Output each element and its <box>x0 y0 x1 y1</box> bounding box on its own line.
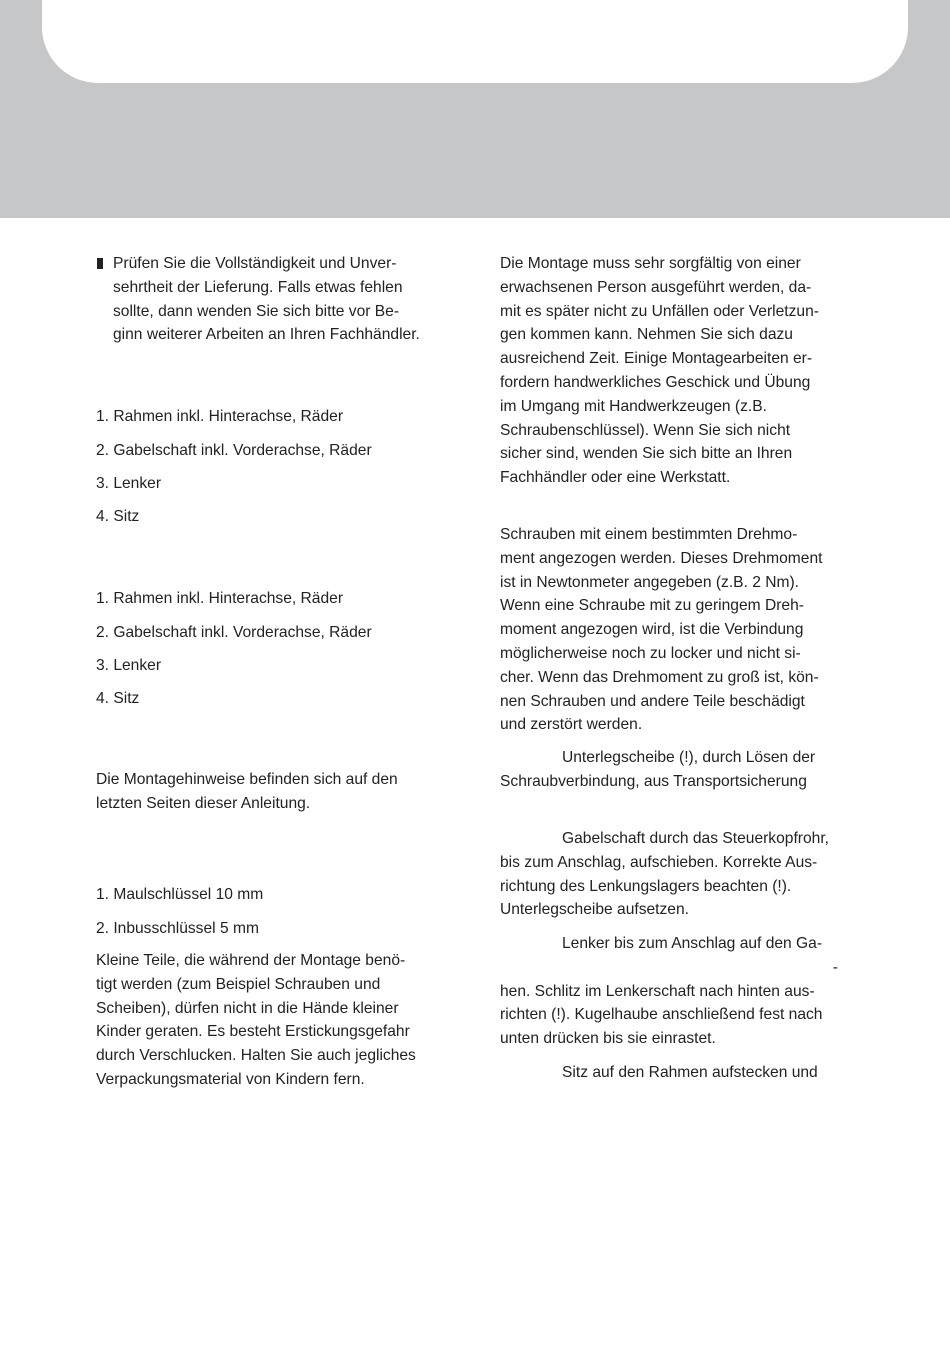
text-line: cher. Wenn das Drehmoment zu groß ist, kön- <box>500 668 819 686</box>
text-line: ist in Newtonmeter angegeben (z.B. 2 Nm). <box>500 573 800 591</box>
text-line: Kinder geraten. Es besteht Erstickungsgefahr <box>96 1023 410 1041</box>
text-line: durch Verschlucken. Halten Sie auch jegliches <box>96 1047 416 1065</box>
text-line: Unterlegscheibe aufsetzen. <box>500 901 689 919</box>
text-line: sehrtheit der Lieferung. Falls etwas fehlen <box>113 278 403 296</box>
text-line: ginn weiterer Arbeiten an Ihren Fachhändler. <box>113 326 420 344</box>
text-line: Die Montage muss sehr sorgfältig von einer <box>500 255 801 272</box>
text-line: Sitz auf den Rahmen aufstecken und <box>562 1064 818 1081</box>
text-line: erwachsenen Person ausgeführt werden, da- <box>500 278 812 296</box>
text-line: sicher sind, wenden Sie sich bitte an Ihren <box>500 445 793 463</box>
text-line: - <box>832 958 838 976</box>
text-line: Unterlegscheibe (!), durch Lösen der <box>562 749 816 766</box>
header-card <box>42 0 908 83</box>
text-line: Gabelschaft durch das Steuerkopfrohr, <box>562 830 829 847</box>
list-item: 2. Gabelschaft inkl. Vorderachse, Räder <box>96 442 372 459</box>
assembly-care-paragraph <box>500 252 819 490</box>
montage-note-paragraph <box>96 768 398 816</box>
text-line: Verpackungsmaterial von Kindern fern. <box>96 1070 365 1088</box>
text-line: hen. Schlitz im Lenkerschaft nach hinten aus- <box>500 982 815 1000</box>
text-line: Scheiben), dürfen nicht in die Hände kleiner <box>96 999 399 1017</box>
text-line: Prüfen Sie die Vollständigkeit und Unver- <box>113 255 397 272</box>
text-line: möglicherweise noch zu locker und nicht si- <box>500 644 801 662</box>
delivery-check-paragraph <box>113 252 420 347</box>
text-line: richten (!). Kugelhaube anschließend fest nach <box>500 1006 823 1024</box>
text-line: Die Montagehinweise befinden sich auf den <box>96 771 398 788</box>
list-item: 2. Inbusschlüssel 5 mm <box>96 920 259 937</box>
text-line: Schraubverbindung, aus Transportsicherung <box>500 772 807 790</box>
text-line: gen kommen kann. Nehmen Sie sich dazu <box>500 326 793 344</box>
text-line: fordern handwerkliches Geschick und Übung <box>500 373 811 391</box>
text-line: im Umgang mit Handwerkzeugen (z.B. <box>500 397 767 415</box>
text-line: Kleine Teile, die während der Montage benö- <box>96 952 406 969</box>
text-line: ausreichend Zeit. Einige Montagearbeiten er- <box>500 350 813 368</box>
text-line: Lenker bis zum Anschlag auf den Ga- <box>562 935 823 952</box>
list-item: 1. Maulschlüssel 10 mm <box>96 886 264 903</box>
text-line: Fachhändler oder eine Werkstatt. <box>500 469 731 487</box>
small-parts-warning <box>96 949 416 1092</box>
text-line: Schrauben mit einem bestimmten Drehmo- <box>500 526 798 543</box>
text-line: sollte, dann wenden Sie sich bitte vor Be- <box>113 302 400 320</box>
step-seat-paragraph <box>500 1061 818 1085</box>
step-fork-paragraph <box>500 827 829 922</box>
text-line: ment angezogen werden. Dieses Drehmoment <box>500 549 823 567</box>
text-line: mit es später nicht zu Unfällen oder Verletzun- <box>500 302 819 320</box>
text-line: Schraubenschlüssel). Wenn Sie sich nicht <box>500 421 791 439</box>
list-item: 1. Rahmen inkl. Hinterachse, Räder <box>96 408 344 425</box>
list-item: 3. Lenker <box>96 475 162 492</box>
text-line: letzten Seiten dieser Anleitung. <box>96 794 311 812</box>
text-line: bis zum Anschlag, aufschieben. Korrekte Aus- <box>500 853 818 871</box>
list-item: 1. Rahmen inkl. Hinterachse, Räder <box>96 590 344 607</box>
step-washer-paragraph <box>500 746 815 794</box>
text-line: nen Schrauben und andere Teile beschädigt <box>500 692 805 710</box>
text-line: tigt werden (zum Beispiel Schrauben und <box>96 975 381 993</box>
text-line: richtung des Lenkungslagers beachten (!). <box>500 877 792 895</box>
step-handlebar-paragraph <box>500 932 850 1051</box>
torque-paragraph <box>500 523 822 737</box>
list-item: 2. Gabelschaft inkl. Vorderachse, Räder <box>96 624 372 641</box>
text-line: moment angezogen wird, ist die Verbindung <box>500 621 804 639</box>
text-line: unten drücken bis sie einrastet. <box>500 1030 716 1048</box>
bullet-marker <box>97 258 103 269</box>
list-item: 3. Lenker <box>96 657 162 674</box>
list-item: 4. Sitz <box>96 690 140 707</box>
header-band <box>0 0 950 218</box>
list-item: 4. Sitz <box>96 508 140 525</box>
text-line: und zerstört werden. <box>500 716 643 734</box>
text-line: Wenn eine Schraube mit zu geringem Dreh- <box>500 597 804 615</box>
